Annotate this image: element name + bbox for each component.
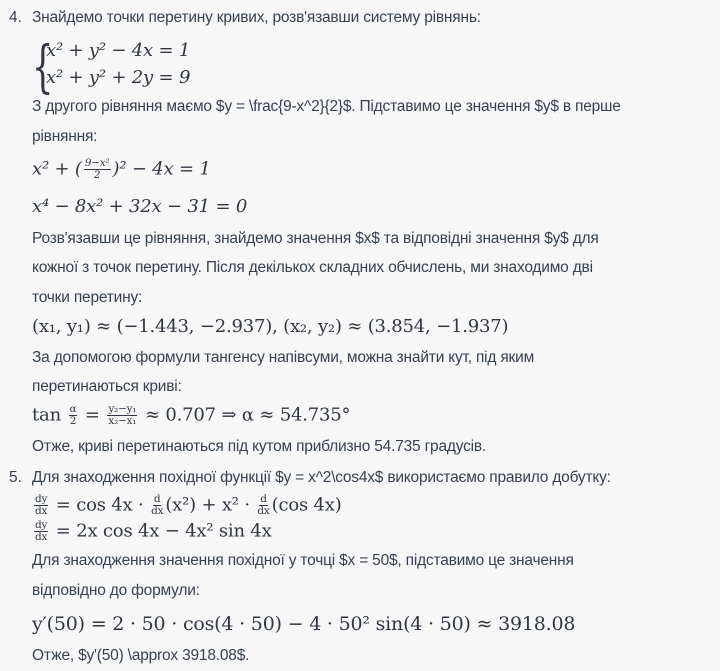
denominator: dx — [35, 505, 48, 517]
item4-intro: Знайдемо точки перетину кривих, розв'язавши систему рівнянь: — [32, 9, 481, 26]
numerator: d — [260, 493, 267, 505]
denominator: x₂−x₁ — [108, 415, 137, 427]
derivative-evaluation: y′(50) = 2 · 50 · cos(4 · 50) − 4 · 50² sin(4 · 50) ≈ 3918.08 — [32, 613, 576, 635]
dy-dx — [34, 520, 48, 543]
system-brace: { — [32, 35, 54, 100]
derivative-product-rule — [32, 494, 342, 517]
tan-result: ≈ 0.707 ⇒ α ≈ 54.735° — [144, 404, 351, 426]
eq-part: x² + ( — [32, 158, 82, 180]
numerator: d — [153, 493, 161, 505]
denominator: dx — [35, 531, 48, 543]
item4-text2-line2: кожної з точок перетину. Після декількох складних обчислень, ми знаходимо дві — [32, 259, 593, 276]
numerator: 9−x² — [84, 157, 110, 169]
item5-text1-line1: Для знаходження значення похідної у точці $x = 50$, підставимо це значення — [32, 552, 574, 569]
item4-text3-line1: За допомогою формули тангенсу напівсуми, можна знайти кут, під яким — [32, 349, 535, 366]
tan-equation: tan $\frac{\alpha}{2}$ = $\frac{\text{y₂−y₁}}{\text{x₂−x₁}}$ ≈ 0.707 ⇒ α ≈ 54.735° — [32, 403, 351, 427]
numerator: dy — [35, 519, 48, 531]
d-dx — [151, 494, 163, 517]
item5-text1-line2: відповідно до формули: — [32, 582, 200, 599]
system-eq-2: x² + y² + 2y = 9 — [46, 67, 191, 88]
tan-label: tan — [32, 404, 61, 426]
item4-text1a: З другого рівняння маємо $y = \frac{9-x^2}{2}$. Підставимо це значення $y$ в перше — [32, 98, 621, 115]
denominator: dx — [257, 505, 270, 517]
eq-part: (x²) + x² · — [165, 494, 250, 516]
list-number: 5. — [9, 469, 22, 486]
eq-part: (cos 4x) — [271, 494, 342, 516]
eq-part: = 2x cos 4x − 4x² sin 4x — [55, 520, 272, 542]
denominator: 2 — [69, 415, 77, 427]
derivative-result — [32, 520, 272, 543]
numerator: y₂−y₁ — [108, 403, 137, 415]
item4-text2-line1: Розв'язавши це рівняння, знайдемо значення $x$ та відповідні значення $y$ для — [32, 230, 599, 247]
quartic-equation: x⁴ − 8x² + 32x − 31 = 0 — [32, 196, 248, 217]
dy-dx — [34, 494, 48, 517]
denominator: 2 — [93, 169, 101, 181]
item4-conclusion: Отже, криві перетинаються під кутом приблизно 54.735 градусів. — [32, 438, 487, 455]
numerator: α — [69, 403, 77, 415]
item5-intro: Для знаходження похідної функції $y = x^2\cos4x$ використаємо правило добутку: — [32, 469, 611, 486]
half-angle-fraction — [69, 404, 78, 427]
item4-text2-line3: точки перетину: — [32, 289, 143, 306]
item5-conclusion: Отже, $y'(50) \approx 3918.08$. — [32, 647, 250, 664]
eq-part: = cos 4x · — [55, 494, 144, 516]
intersection-points: (x₁, y₁) ≈ (−1.443, −2.937), (x₂, y₂) ≈ (3.854, −1.937) — [32, 316, 509, 337]
fraction — [84, 158, 111, 181]
eq-part: )² − 4x = 1 — [112, 158, 211, 180]
numerator: dy — [35, 493, 48, 505]
d-dx — [257, 494, 269, 517]
item4-text3-line2: перетинаються криві: — [32, 378, 182, 395]
list-number: 4. — [9, 9, 22, 26]
slope-fraction — [107, 404, 137, 427]
item4-text1b: рівняння: — [32, 128, 98, 145]
system-eq-1: x² + y² − 4x = 1 — [46, 40, 191, 61]
substituted-equation — [32, 158, 211, 181]
denominator: dx — [151, 505, 164, 517]
